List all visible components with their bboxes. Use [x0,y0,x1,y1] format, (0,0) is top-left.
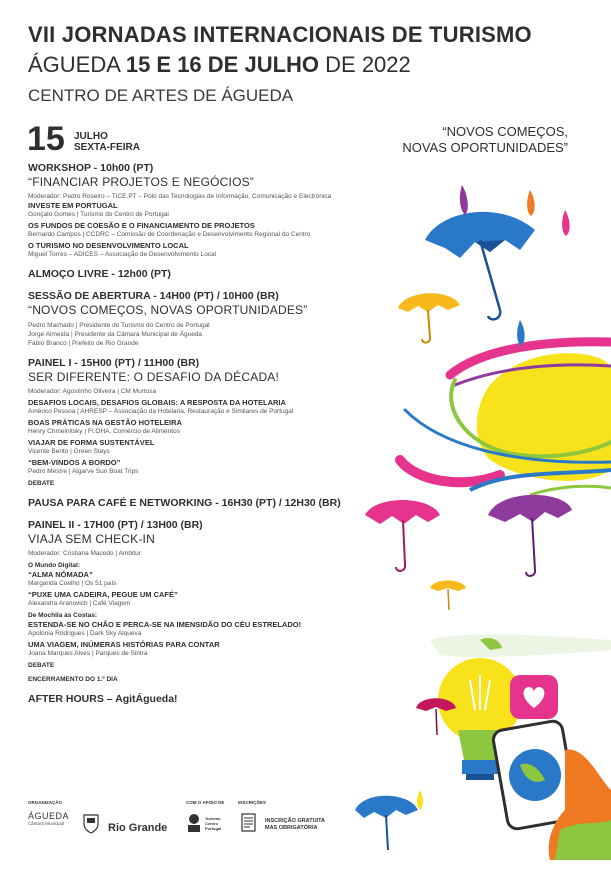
panel1-moderator: Moderador: Agostinho Oliveira | CM Murtosa [28,388,157,395]
workshop-item-speaker: Miguel Torres – ADICES – Associação de Desenvolvimento Local [28,251,217,258]
opening-speaker: Fábio Branco | Prefeito de Rio Grande [28,340,139,347]
panel2-item-speaker: Joana Marques Alves | Parques de Sintra [28,650,148,657]
coffee-heading: PAUSA PARA CAFÉ E NETWORKING - 16H30 (PT) / 12H30 (BR) [28,497,341,509]
orange-drop [527,190,535,216]
day-weekday: SEXTA-FEIRA [74,142,140,153]
workshop-item-speaker: Bernardo Campos | CCDRC – Comissão de Coordenação e Desenvolvimento Regional do Centro [28,231,311,238]
panel1-item-speaker: Henry Chmelnitsky | FI.OHA, Comércio de Alimentos [28,428,180,435]
pink-drop [562,210,570,236]
panel2-group-label: De Mochila às Costas: [28,612,97,619]
panel1-item-speaker: Américo Pessoa | AHRESP – Associação da Hotelaria, Restauração e Similares de Portugal [28,408,294,415]
panel2-item-title: “PUXE UMA CADEIRA, PEGUE UM CAFÉ” [28,590,178,599]
yellow-drop [417,790,423,810]
workshop-item-title: OS FUNDOS DE COESÃO E O FINANCIAMENTO DE PROJETOS [28,221,255,230]
registration-text [265,818,325,832]
registration-text-line1: INSCRIÇÃO GRATUITA [265,818,325,824]
footer-org-label: ORGANIZAÇÃO [28,800,62,805]
panel2-moderator: Moderador: Cristiana Macedo | Ambitur [28,550,141,557]
workshop-moderator: Moderador: Pedro Roseiro – TICE.PT – Pólo das Tecnologias de Informação, Comunicação e Electrónica [28,193,332,200]
event-title: VII JORNADAS INTERNACIONAIS DE TURISMO [28,22,532,47]
panel1-item-title: BOAS PRÁTICAS NA GESTÃO HOTELEIRA [28,418,182,427]
day-month: JULHO [74,131,108,142]
panel2-group-label: O Mundo Digital: [28,562,80,569]
programme [28,162,388,705]
green-splash [430,634,611,657]
panel1-item-speaker: Pedro Mestre | Algarve Sun Boat Trips [28,468,139,475]
pink-arc [400,460,500,482]
event-city: ÁGUEDA [28,52,120,77]
event-venue: CENTRO DE ARTES DE ÁGUEDA [28,86,294,105]
workshop-item-speaker: Gonçalo Gomes | Turismo do Centro de Portugal [28,211,169,218]
purple-drop [460,185,468,215]
small-orange-umbrella-icon [430,581,466,611]
panel2-item-speaker: Margarida Coelho | Os 51 país [28,580,117,587]
panel1-item-speaker: Vicente Bento | Green Stays [28,448,110,455]
event-year: DE 2022 [325,52,411,77]
bottom-blue-umbrella-icon [355,796,418,850]
workshop-item-title: INVESTE EM PORTUGAL [28,201,118,210]
agueda-logo [28,811,69,826]
agueda-logo-text: ÁGUEDA [28,811,70,821]
panel1-item-title: DESAFIOS LOCAIS, DESAFIOS GLOBAIS: A RESPOSTA DA HOTELARIA [28,398,286,407]
after-hours: AFTER HOURS – AgitÁgueda! [28,693,178,705]
footer-support-label: COM O APOIO DE [186,800,225,805]
purple-umbrella-icon [488,495,572,576]
workshop-subtitle: “FINANCIAR PROJETOS E NEGÓCIOS” [28,175,255,189]
panel2-item-speaker: Apolónia Rodrigues | Dark Sky Alqueva [28,630,142,637]
panel1-heading: PAINEL I - 15H00 (PT) / 11H00 (BR) [28,357,200,369]
panel1-item-title: “BEM-VINDOS A BORDO” [28,458,121,467]
opening-speaker: Pedro Machado | Presidente do Turismo do Centro de Portugal [28,322,210,329]
rio-grande-logo: Rio Grande [108,822,168,834]
opening-speaker: Jorge Almeida | Presidente da Câmara Municipal de Águeda [28,331,203,338]
day-date [74,131,140,153]
opening-subtitle: “NOVOS COMEÇOS, NOVAS OPORTUNIDADES” [28,303,308,317]
workshop-heading: WORKSHOP - 10h00 (PT) [28,162,154,174]
tcp-logo-icon [186,813,202,833]
event-days: 15 E 16 DE JULHO [125,52,320,77]
panel2-item-title: UMA VIAGEM, INÚMERAS HISTÓRIAS PARA CONTAR [28,640,220,649]
panel2-subtitle: VIAJA SEM CHECK-IN [28,532,155,546]
theme-quote-line1: “NOVOS COMEÇOS, [442,124,568,139]
panel2-heading: PAINEL II - 17H00 (PT) / 13H00 (BR) [28,519,203,531]
green-line [530,486,611,495]
heart-bubble-icon [510,675,558,719]
registration-form-icon [240,813,258,833]
theme-quote [402,124,568,156]
day-number: 15 [27,120,65,158]
yellow-umbrella-icon [398,293,460,342]
panel2-item-title: ESTENDA-SE NO CHÃO E PERCA-SE NA IMENSIDÃO DO CÉU ESTRELADO! [28,620,302,629]
panel2-debate: DEBATE [28,662,55,669]
blue-drop [517,320,525,346]
panel2-item-title: “ALMA NÓMADA” [28,570,93,579]
coat-of-arms-icon [82,812,100,834]
tcp-logo-text: Turismo Centro Portugal [205,816,222,831]
theme-quote-line2: NOVAS OPORTUNIDADES” [402,140,568,155]
panel1-subtitle: SER DIFERENTE: O DESAFIO DA DÉCADA! [28,370,280,384]
event-dates [28,52,411,78]
workshop-item-title: O TURISMO NO DESENVOLVIMENTO LOCAL [28,241,189,250]
panel1-item-title: VIAJAR DE FORMA SUSTENTÁVEL [28,438,155,447]
day-closing: ENCERRAMENTO DO 1.º DIA [28,676,118,683]
panel1-debate: DEBATE [28,480,55,487]
opening-heading: SESSÃO DE ABERTURA - 14H00 (PT) / 10H00 (BR) [28,290,279,302]
registration-text-line2: MAS OBRIGATÓRIA [265,825,318,831]
lunch-heading: ALMOÇO LIVRE - 12h00 (PT) [28,268,171,280]
agueda-logo-sub: Câmara Municipal [28,821,65,826]
footer-registration-label: INSCRIÇÕES [238,800,267,805]
panel2-item-speaker: Alexandra Aranovich | Café Viagem [28,600,131,607]
